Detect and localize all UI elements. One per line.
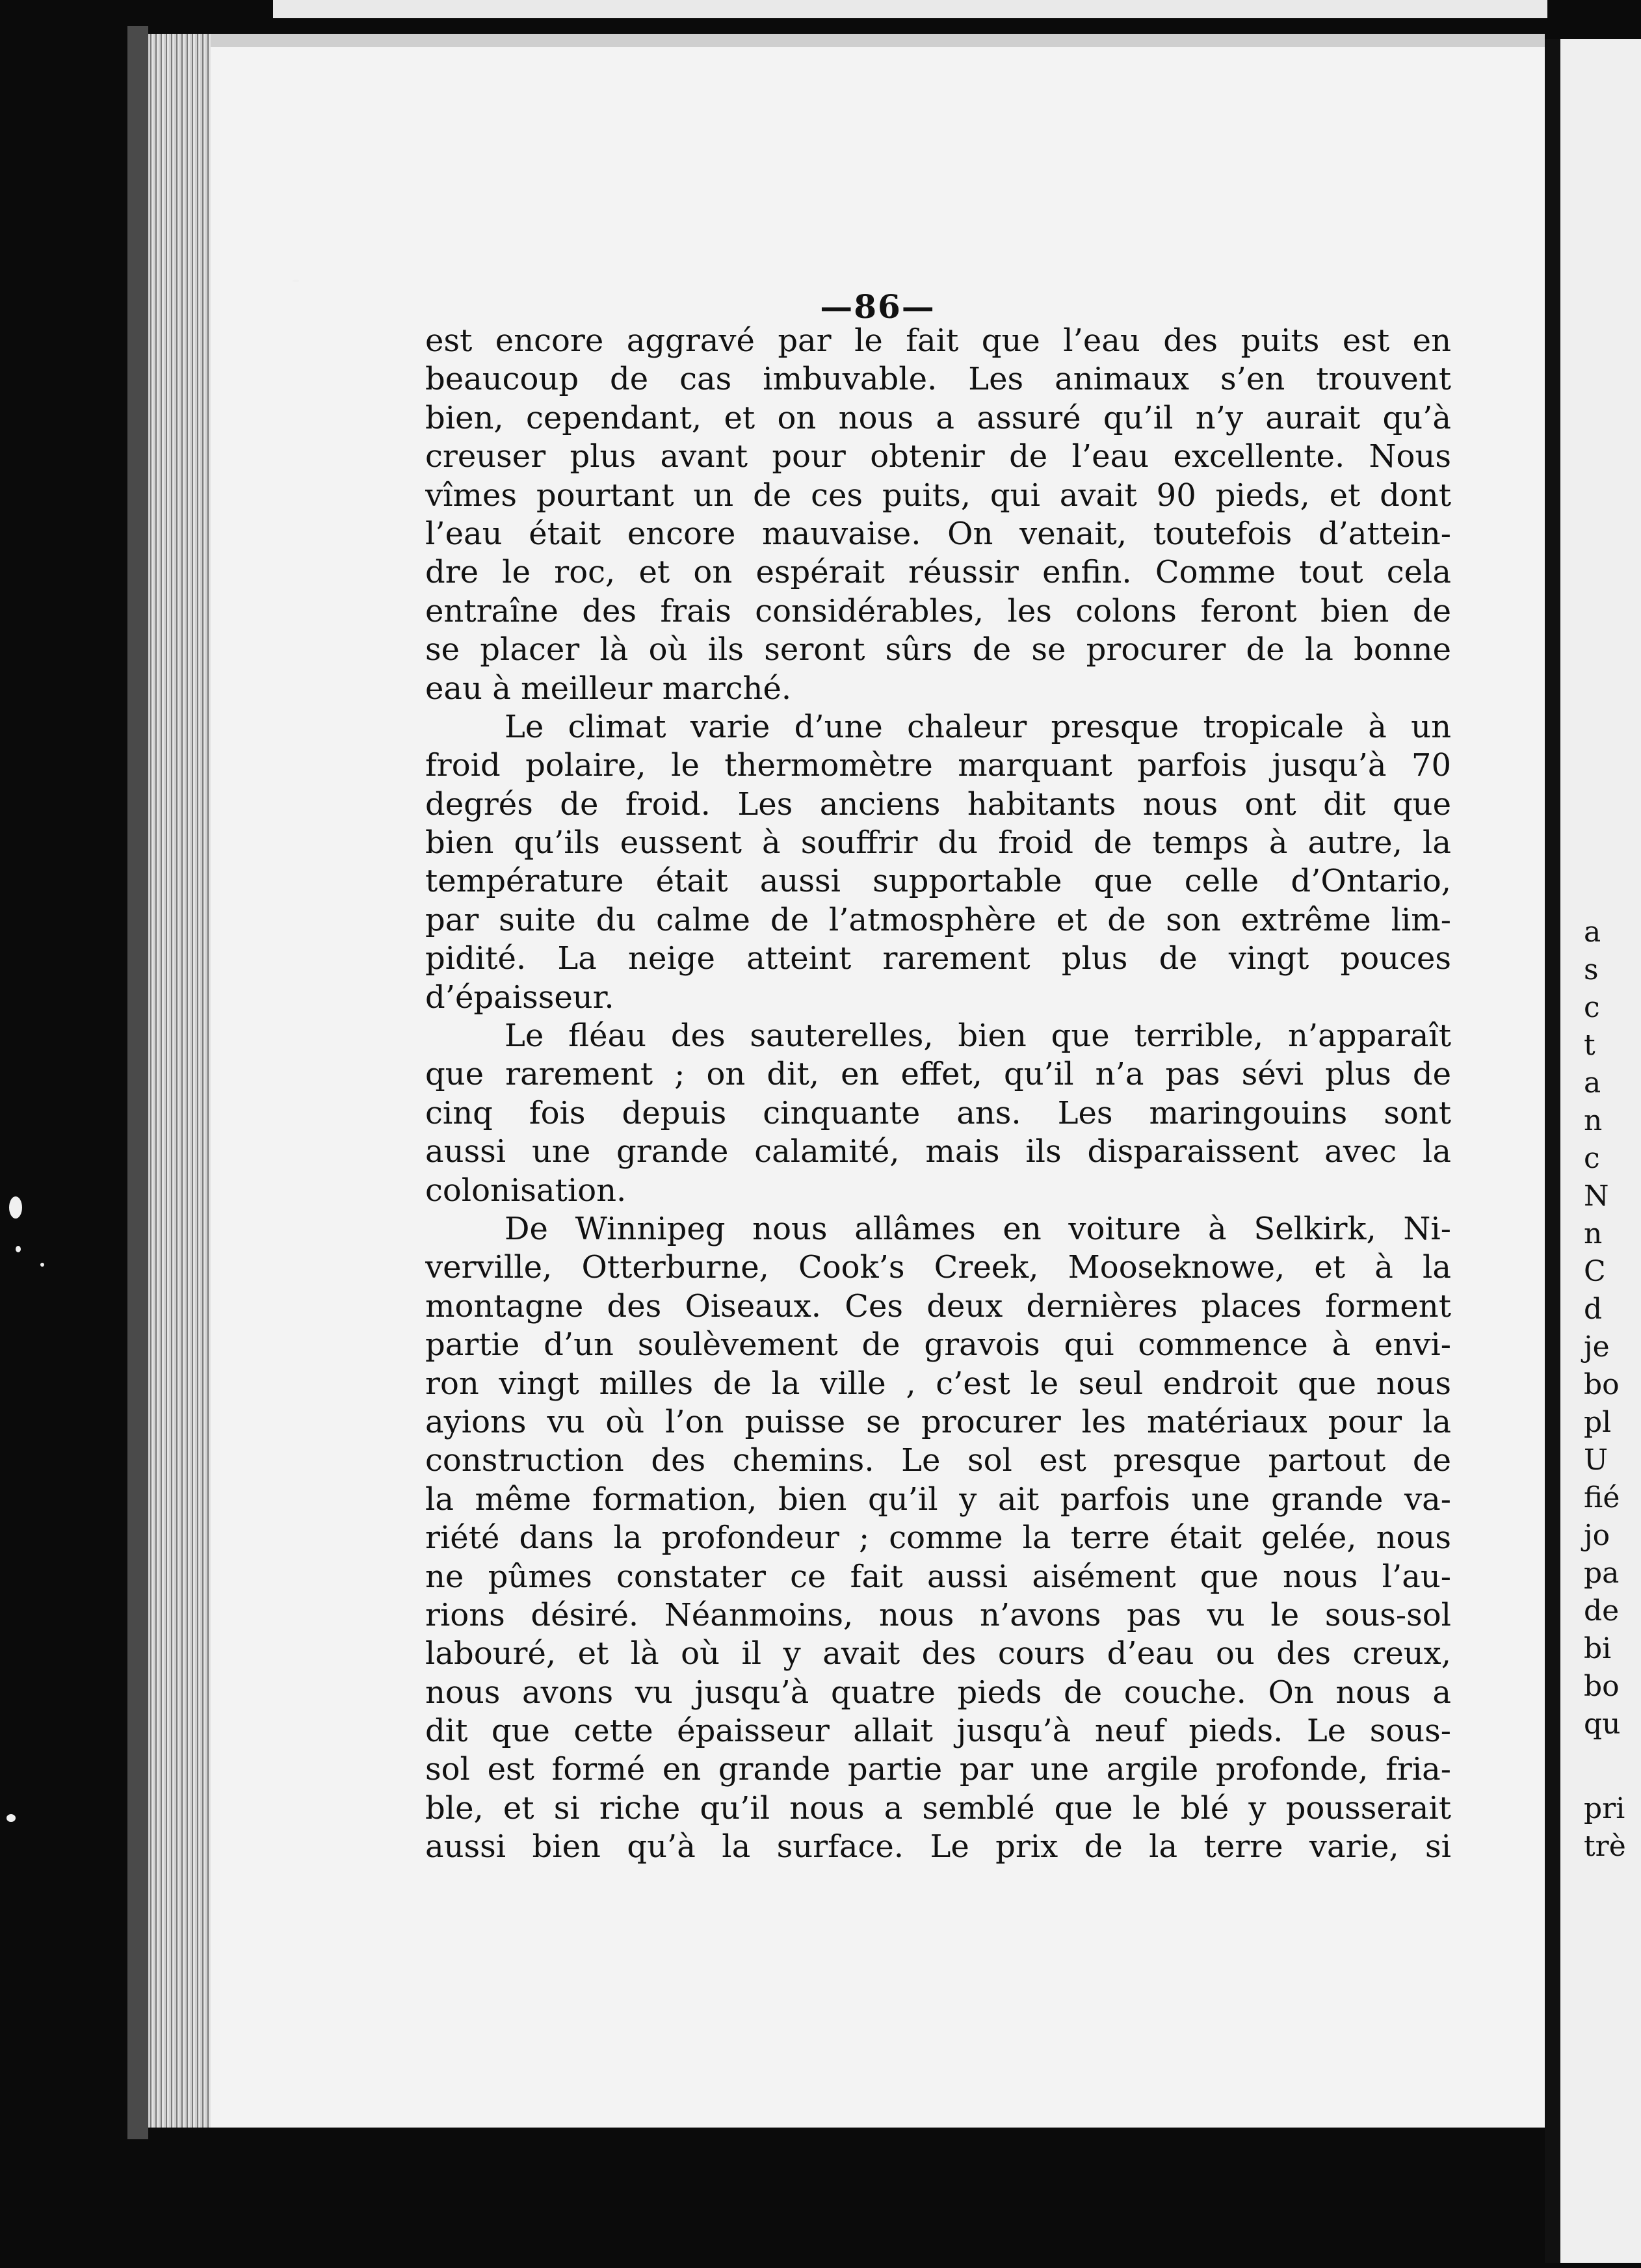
facing-page-fragment: a: [1584, 1066, 1601, 1100]
facing-page-fragment: de: [1584, 1594, 1620, 1628]
facing-page-fragment: bo: [1584, 1368, 1620, 1401]
text-line: montagne des Oiseaux. Ces deux dernières places forment: [425, 1287, 1451, 1325]
facing-page-fragment: t: [1584, 1029, 1595, 1062]
text-line: ayions vu où l’on puisse se procurer les matériaux pour la: [425, 1403, 1451, 1440]
facing-page-fragment: bo: [1584, 1670, 1620, 1703]
text-line: ron vingt milles de la ville , c’est le seul endroit que nous: [425, 1365, 1451, 1402]
text-line: colonisation.: [425, 1172, 627, 1209]
page-number: —86—: [820, 287, 936, 326]
facing-page-fragment: pri: [1584, 1792, 1625, 1825]
text-line: dre le roc, et on espérait réussir enfin. Comme tout cela: [425, 554, 1451, 591]
facing-page-fragment: n: [1584, 1104, 1603, 1137]
text-line: sol est formé en grande partie par une argile profonde, fria-: [425, 1751, 1451, 1788]
text-line: aussi bien qu’à la surface. Le prix de la terre varie, si: [425, 1828, 1451, 1866]
facing-page-fragment: bi: [1584, 1632, 1612, 1665]
facing-page-fragment: c: [1584, 1142, 1600, 1175]
text-line: nous avons vu jusqu’à quatre pieds de couche. On nous a: [425, 1674, 1451, 1711]
page-top-shadow: [211, 34, 1545, 47]
text-line: entraîne des frais considérables, les colons feront bien de: [425, 592, 1451, 629]
text-line: creuser plus avant pour obtenir de l’eau excellente. Nous: [425, 438, 1451, 475]
text-line: construction des chemins. Le sol est presque partout de: [425, 1442, 1451, 1479]
text-line: froid polaire, le thermomètre marquant parfois jusqu’à 70: [425, 747, 1451, 784]
facing-page-fragment: C: [1584, 1255, 1606, 1288]
text-line: beaucoup de cas imbuvable. Les animaux s’en trouvent: [425, 361, 1451, 398]
scan-speck: [293, 280, 299, 282]
text-line: Le climat varie d’une chaleur presque tropicale à un: [505, 708, 1451, 745]
text-line: riété dans la profondeur ; comme la terre était gelée, nous: [425, 1520, 1451, 1557]
text-line: d’épaisseur.: [425, 979, 614, 1016]
scan-speck: [16, 1246, 21, 1252]
text-line: la même formation, bien qu’il y ait parfois une grande va-: [425, 1481, 1451, 1518]
text-line: température était aussi supportable que celle d’Ontario,: [425, 863, 1451, 900]
book-spine-edge: [127, 26, 148, 2139]
text-line: eau à meilleur marché.: [425, 670, 792, 707]
facing-page-fragment: je: [1584, 1330, 1610, 1364]
facing-page-fragment: qu: [1584, 1708, 1621, 1741]
text-line: partie d’un soulèvement de gravois qui commence à envi-: [425, 1326, 1451, 1364]
facing-page-fragment: U: [1584, 1444, 1608, 1477]
text-line: vîmes pourtant un de ces puits, qui avait 90 pieds, et dont: [425, 477, 1451, 514]
text-line: bien, cependant, et on nous a assuré qu’il n’y aurait qu’à: [425, 399, 1451, 436]
text-line: l’eau était encore mauvaise. On venait, toutefois d’attein-: [425, 515, 1451, 552]
text-line: ne pûmes constater ce fait aussi aisément que nous l’au-: [425, 1558, 1451, 1595]
scan-speck: [40, 1263, 44, 1267]
scan-speck: [7, 1814, 16, 1822]
facing-page-fragment: jo: [1584, 1519, 1610, 1552]
facing-page-fragment: a: [1584, 916, 1601, 949]
facing-page-fragment: N: [1584, 1180, 1609, 1213]
text-line: aussi une grande calamité, mais ils disparaissent avec la: [425, 1133, 1451, 1170]
text-line: De Winnipeg nous allâmes en voiture à Selkirk, Ni-: [505, 1210, 1451, 1247]
text-line: Le fléau des sauterelles, bien que terrible, n’apparaît: [505, 1018, 1451, 1055]
text-line: cinq fois depuis cinquante ans. Les maringouins sont: [425, 1094, 1451, 1131]
facing-page-fragment: pa: [1584, 1557, 1620, 1590]
facing-page-fragment: d: [1584, 1293, 1603, 1326]
text-line: se placer là où ils seront sûrs de se procurer de la bonne: [425, 631, 1451, 668]
facing-page: [1560, 39, 1641, 2263]
text-line: degrés de froid. Les anciens habitants nous ont dit que: [425, 785, 1451, 823]
body-text: [425, 322, 1451, 1867]
text-line: ble, et si riche qu’il nous a semblé que le blé y pousserait: [425, 1789, 1451, 1826]
page-edge-stack: [148, 34, 211, 2128]
facing-page-fragment: n: [1584, 1217, 1603, 1250]
text-line: labouré, et là où il y avait des cours d’eau ou des creux,: [425, 1635, 1451, 1672]
film-top-strip: [273, 0, 1547, 18]
text-line: rions désiré. Néanmoins, nous n’avons pas vu le sous-sol: [425, 1596, 1451, 1633]
text-line: dit que cette épaisseur allait jusqu’à neuf pieds. Le sous-: [425, 1713, 1451, 1750]
facing-page-fragment: fié: [1584, 1481, 1620, 1514]
text-line: pidité. La neige atteint rarement plus de vingt pouces: [425, 940, 1451, 977]
facing-page-fragment: c: [1584, 991, 1600, 1024]
text-line: par suite du calme de l’atmosphère et de son extrême lim-: [425, 901, 1451, 938]
text-line: est encore aggravé par le fait que l’eau des puits est en: [425, 323, 1451, 359]
page-gutter: [1545, 39, 1560, 2263]
facing-page-fragment: pl: [1584, 1406, 1612, 1439]
facing-page-fragment: trè: [1584, 1830, 1626, 1863]
text-line: que rarement ; on dit, en effet, qu’il n’a pas sévi plus de: [425, 1056, 1451, 1093]
scan-speck: [9, 1196, 22, 1219]
facing-page-fragment: s: [1584, 953, 1599, 986]
text-line: bien qu’ils eussent à souffrir du froid de temps à autre, la: [425, 824, 1451, 862]
text-line: verville, Otterburne, Cook’s Creek, Mooseknowe, et à la: [425, 1249, 1451, 1286]
